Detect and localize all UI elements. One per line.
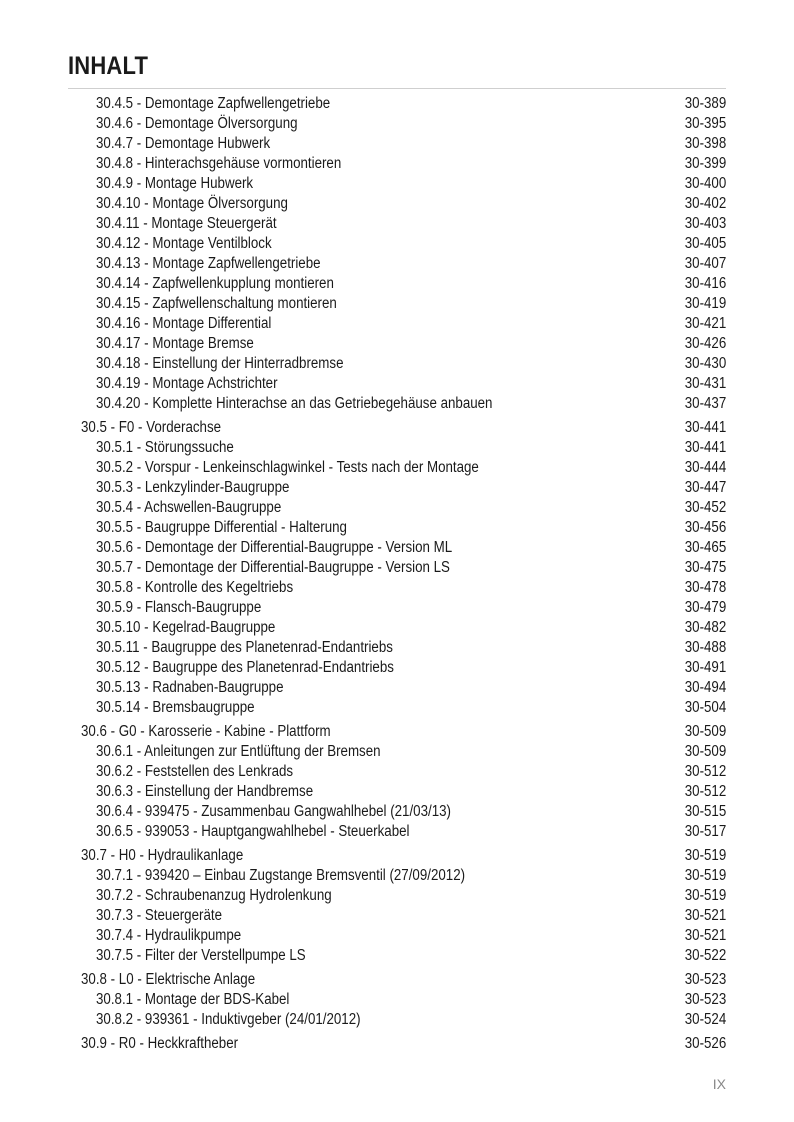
toc-entry-title: 30.4.12 - Montage Ventilblock (96, 235, 272, 252)
toc-entry-page: 30-509 (684, 723, 726, 740)
toc-entry[interactable] (0, 498, 794, 518)
toc-entry[interactable] (0, 134, 794, 154)
toc-entry-title: 30.4.15 - Zapfwellenschaltung montieren (96, 295, 337, 312)
toc-entry-page: 30-465 (684, 539, 726, 556)
toc-entry-title: 30.7.3 - Steuergeräte (96, 907, 222, 924)
toc-entry[interactable] (0, 374, 794, 394)
toc-entry[interactable] (0, 334, 794, 354)
toc-entry-page: 30-421 (684, 315, 726, 332)
toc-entry-page: 30-416 (684, 275, 726, 292)
toc-entry-title: 30.5.9 - Flansch-Baugruppe (96, 599, 262, 616)
toc-entry-page: 30-517 (684, 823, 726, 840)
toc-entry-page: 30-441 (684, 419, 726, 436)
toc-entry-page: 30-512 (684, 783, 726, 800)
toc-entry[interactable] (0, 926, 794, 946)
toc-entry[interactable] (0, 886, 794, 906)
toc-entry-title: 30.6 - G0 - Karosserie - Kabine - Plattform (81, 723, 331, 740)
toc-entry-page: 30-519 (684, 847, 726, 864)
toc-entry-title: 30.5.5 - Baugruppe Differential - Halterung (96, 519, 347, 536)
toc-entry-page: 30-431 (684, 375, 726, 392)
toc-entry-title: 30.4.10 - Montage Ölversorgung (96, 195, 288, 212)
toc-entry[interactable] (0, 1010, 794, 1030)
toc-entry-title: 30.4.5 - Demontage Zapfwellengetriebe (96, 95, 331, 112)
toc-entry-title: 30.5.2 - Vorspur - Lenkeinschlagwinkel - Tests nach der Montage (96, 459, 479, 476)
toc-entry-title: 30.4.6 - Demontage Ölversorgung (96, 115, 298, 132)
page-title: INHALT (68, 52, 149, 80)
table-of-contents (0, 94, 794, 1054)
toc-entry-page: 30-399 (684, 155, 726, 172)
toc-entry[interactable] (0, 558, 794, 578)
toc-entry-title: 30.4.11 - Montage Steuergerät (96, 215, 277, 232)
toc-entry-page: 30-521 (684, 907, 726, 924)
toc-entry-title: 30.7 - H0 - Hydraulikanlage (81, 847, 244, 864)
toc-entry[interactable] (0, 658, 794, 678)
toc-entry[interactable] (0, 822, 794, 842)
toc-entry[interactable] (0, 742, 794, 762)
toc-entry-page: 30-437 (684, 395, 726, 412)
toc-entry[interactable] (0, 154, 794, 174)
toc-entry[interactable] (0, 274, 794, 294)
toc-entry-page: 30-504 (684, 699, 726, 716)
toc-entry-title: 30.4.13 - Montage Zapfwellengetriebe (96, 255, 321, 272)
toc-entry[interactable] (0, 174, 794, 194)
toc-entry-page: 30-526 (684, 1035, 726, 1052)
toc-entry-page: 30-456 (684, 519, 726, 536)
toc-entry-page: 30-426 (684, 335, 726, 352)
toc-entry-page: 30-447 (684, 479, 726, 496)
toc-entry-title: 30.7.4 - Hydraulikpumpe (96, 927, 242, 944)
toc-entry-title: 30.4.7 - Demontage Hubwerk (96, 135, 271, 152)
toc-entry[interactable] (0, 618, 794, 638)
toc-entry[interactable] (0, 946, 794, 966)
toc-entry-page: 30-400 (684, 175, 726, 192)
toc-entry-title: 30.5.1 - Störungssuche (96, 439, 234, 456)
toc-entry[interactable] (0, 518, 794, 538)
page-number: IX (712, 1076, 726, 1092)
toc-entry-page: 30-444 (684, 459, 726, 476)
toc-entry-title: 30.5.8 - Kontrolle des Kegeltriebs (96, 579, 294, 596)
toc-entry-page: 30-475 (684, 559, 726, 576)
toc-entry[interactable] (0, 906, 794, 926)
toc-entry-title: 30.5.4 - Achswellen-Baugruppe (96, 499, 282, 516)
toc-entry-page: 30-482 (684, 619, 726, 636)
toc-entry-page: 30-488 (684, 639, 726, 656)
toc-entry-page: 30-523 (684, 991, 726, 1008)
toc-entry-title: 30.4.19 - Montage Achstrichter (96, 375, 278, 392)
toc-entry-title: 30.4.17 - Montage Bremse (96, 335, 254, 352)
toc-entry-page: 30-389 (684, 95, 726, 112)
toc-entry-title: 30.5.14 - Bremsbaugruppe (96, 699, 255, 716)
toc-section-entry[interactable] (0, 1034, 794, 1054)
toc-entry[interactable] (0, 354, 794, 374)
toc-entry-title: 30.9 - R0 - Heckkraftheber (81, 1035, 239, 1052)
toc-entry[interactable] (0, 294, 794, 314)
toc-entry[interactable] (0, 438, 794, 458)
toc-entry-title: 30.5.7 - Demontage der Differential-Baugruppe - Version LS (96, 559, 450, 576)
toc-entry[interactable] (0, 478, 794, 498)
toc-entry-page: 30-524 (684, 1011, 726, 1028)
toc-section-entry[interactable] (0, 418, 794, 438)
toc-entry[interactable] (0, 990, 794, 1010)
toc-entry[interactable] (0, 394, 794, 414)
toc-entry[interactable] (0, 458, 794, 478)
toc-entry[interactable] (0, 802, 794, 822)
toc-entry-title: 30.7.5 - Filter der Verstellpumpe LS (96, 947, 306, 964)
toc-entry-title: 30.4.14 - Zapfwellenkupplung montieren (96, 275, 334, 292)
toc-entry[interactable] (0, 638, 794, 658)
toc-entry[interactable] (0, 866, 794, 886)
toc-entry-page: 30-452 (684, 499, 726, 516)
toc-entry-page: 30-479 (684, 599, 726, 616)
toc-entry-title: 30.4.16 - Montage Differential (96, 315, 272, 332)
toc-entry-title: 30.8.1 - Montage der BDS-Kabel (96, 991, 290, 1008)
toc-entry-page: 30-494 (684, 679, 726, 696)
toc-entry-title: 30.5.13 - Radnaben-Baugruppe (96, 679, 284, 696)
toc-section-entry[interactable] (0, 846, 794, 866)
toc-entry-page: 30-515 (684, 803, 726, 820)
toc-entry[interactable] (0, 762, 794, 782)
toc-entry[interactable] (0, 94, 794, 114)
toc-entry-title: 30.6.3 - Einstellung der Handbremse (96, 783, 314, 800)
toc-entry-title: 30.5.10 - Kegelrad-Baugruppe (96, 619, 276, 636)
toc-entry-title: 30.6.4 - 939475 - Zusammenbau Gangwahlhebel (21/03/13) (96, 803, 451, 820)
toc-entry[interactable] (0, 598, 794, 618)
toc-entry-page: 30-395 (684, 115, 726, 132)
toc-entry-title: 30.7.2 - Schraubenanzug Hydrolenkung (96, 887, 332, 904)
toc-entry-title: 30.4.18 - Einstellung der Hinterradbremse (96, 355, 344, 372)
toc-entry[interactable] (0, 114, 794, 134)
toc-entry[interactable] (0, 678, 794, 698)
toc-entry[interactable] (0, 214, 794, 234)
toc-entry-page: 30-523 (684, 971, 726, 988)
toc-entry-page: 30-512 (684, 763, 726, 780)
toc-entry-page: 30-478 (684, 579, 726, 596)
toc-entry-title: 30.8 - L0 - Elektrische Anlage (81, 971, 256, 988)
toc-entry[interactable] (0, 698, 794, 718)
toc-entry-title: 30.5 - F0 - Vorderachse (81, 419, 222, 436)
toc-entry-page: 30-407 (684, 255, 726, 272)
title-divider (68, 88, 726, 89)
toc-entry-title: 30.5.11 - Baugruppe des Planetenrad-Endantriebs (96, 639, 393, 656)
toc-entry-title: 30.7.1 - 939420 – Einbau Zugstange Bremsventil (27/09/2012) (96, 867, 466, 884)
toc-entry-page: 30-402 (684, 195, 726, 212)
toc-section-entry[interactable] (0, 970, 794, 990)
toc-entry-title: 30.5.6 - Demontage der Differential-Baugruppe - Version ML (96, 539, 453, 556)
toc-entry-page: 30-398 (684, 135, 726, 152)
toc-entry-page: 30-441 (684, 439, 726, 456)
toc-entry[interactable] (0, 538, 794, 558)
toc-entry-page: 30-519 (684, 887, 726, 904)
toc-entry[interactable] (0, 254, 794, 274)
toc-entry-page: 30-430 (684, 355, 726, 372)
toc-entry-title: 30.5.12 - Baugruppe des Planetenrad-Endantriebs (96, 659, 394, 676)
toc-entry-page: 30-403 (684, 215, 726, 232)
toc-entry-page: 30-419 (684, 295, 726, 312)
toc-entry-title: 30.5.3 - Lenkzylinder-Baugruppe (96, 479, 290, 496)
toc-entry[interactable] (0, 782, 794, 802)
toc-entry-title: 30.4.9 - Montage Hubwerk (96, 175, 254, 192)
toc-entry-page: 30-405 (684, 235, 726, 252)
toc-section-entry[interactable] (0, 722, 794, 742)
toc-entry-title: 30.6.1 - Anleitungen zur Entlüftung der Bremsen (96, 743, 381, 760)
toc-entry[interactable] (0, 234, 794, 254)
toc-entry-page: 30-491 (684, 659, 726, 676)
toc-entry-title: 30.6.2 - Feststellen des Lenkrads (96, 763, 294, 780)
toc-entry-title: 30.8.2 - 939361 - Induktivgeber (24/01/2012) (96, 1011, 361, 1028)
toc-entry-page: 30-519 (684, 867, 726, 884)
toc-entry[interactable] (0, 578, 794, 598)
toc-entry-title: 30.4.20 - Komplette Hinterachse an das Getriebegehäuse anbauen (96, 395, 493, 412)
toc-entry-title: 30.4.8 - Hinterachsgehäuse vormontieren (96, 155, 342, 172)
toc-entry-title: 30.6.5 - 939053 - Hauptgangwahlhebel - Steuerkabel (96, 823, 410, 840)
toc-entry[interactable] (0, 314, 794, 334)
toc-entry[interactable] (0, 194, 794, 214)
toc-entry-page: 30-521 (684, 927, 726, 944)
toc-entry-page: 30-522 (684, 947, 726, 964)
toc-entry-page: 30-509 (684, 743, 726, 760)
